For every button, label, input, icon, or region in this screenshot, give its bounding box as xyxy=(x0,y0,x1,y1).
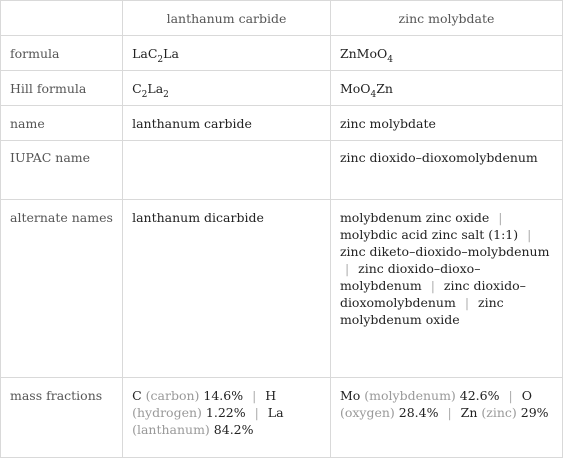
formula-cell xyxy=(330,71,562,106)
row-label: name xyxy=(1,106,123,141)
element-name: (oxygen) xyxy=(339,405,395,420)
separator: | xyxy=(447,405,452,420)
name-cell: lanthanum carbide xyxy=(123,106,331,141)
formula-subscript: 2 xyxy=(157,54,164,65)
alternate-name: zinc diketo–dioxido–molybdenum xyxy=(339,244,550,259)
formula-cell xyxy=(123,71,331,106)
formula-text: La xyxy=(163,45,179,61)
row-formula xyxy=(1,36,563,71)
alt-names-cell xyxy=(123,200,331,378)
element-symbol: C xyxy=(132,388,142,403)
header-zinc-molybdate: zinc molybdate xyxy=(330,1,562,36)
row-mass-fractions xyxy=(1,378,563,458)
separator: | xyxy=(508,388,513,403)
formula-text: La xyxy=(147,80,164,96)
formula-subscript: 4 xyxy=(370,89,377,100)
iupac-cell xyxy=(123,141,331,200)
row-label: mass fractions xyxy=(1,378,123,458)
row-label: formula xyxy=(1,36,123,71)
element-name: (hydrogen) xyxy=(132,405,202,420)
element-symbol: H xyxy=(265,388,277,403)
header-lanthanum-carbide: lanthanum carbide xyxy=(123,1,331,36)
row-label: IUPAC name xyxy=(1,141,123,200)
mass-cell xyxy=(330,378,562,458)
header-row xyxy=(1,1,563,36)
alternate-name: molybdenum zinc oxide xyxy=(339,210,490,225)
row-alternate-names xyxy=(1,200,563,378)
alternate-name: zinc molybdenum oxide xyxy=(339,295,504,327)
header-empty-cell xyxy=(1,1,123,36)
separator: | xyxy=(252,388,257,403)
element-name: (molybdenum) xyxy=(364,388,456,403)
element-symbol: La xyxy=(267,405,284,420)
element-name: (carbon) xyxy=(145,388,200,403)
formula-subscript: 2 xyxy=(141,89,148,100)
separator: | xyxy=(254,405,259,420)
formula-text: ZnMoO xyxy=(339,45,388,61)
formula-text: MoO xyxy=(339,80,371,96)
element-name: (lanthanum) xyxy=(132,422,210,437)
separator: | xyxy=(527,227,532,242)
mass-percent: 28.4% xyxy=(398,405,439,420)
mass-percent: 14.6% xyxy=(203,388,244,403)
name-cell: zinc molybdate xyxy=(330,106,562,141)
row-label: Hill formula xyxy=(1,71,123,106)
separator: | xyxy=(344,261,350,276)
mass-percent: 29% xyxy=(520,405,549,420)
element-symbol: Mo xyxy=(339,388,361,403)
mass-percent: 42.6% xyxy=(459,388,500,403)
row-hill-formula xyxy=(1,71,563,106)
formula-cell xyxy=(123,36,331,71)
mass-percent: 84.2% xyxy=(213,422,254,437)
element-symbol: O xyxy=(521,388,532,403)
formula-text: LaC xyxy=(132,45,158,61)
alternate-name: zinc dioxido–dioxo–molybdenum xyxy=(339,261,481,293)
row-name xyxy=(1,106,563,141)
formula-text: C xyxy=(132,80,142,96)
alternate-name: zinc dioxido–dioxomolybdenum xyxy=(339,278,526,310)
iupac-cell: zinc dioxido–dioxomolybdenum xyxy=(330,141,562,200)
element-symbol: Zn xyxy=(460,405,478,420)
formula-subscript: 2 xyxy=(163,89,169,100)
element-name: (zinc) xyxy=(481,405,517,420)
mass-cell xyxy=(123,378,331,458)
formula-text: Zn xyxy=(376,80,393,96)
separator: | xyxy=(498,210,503,225)
separator: | xyxy=(430,278,435,293)
alternate-name: molybdic acid zinc salt (1:1) xyxy=(339,227,519,242)
row-iupac-name xyxy=(1,141,563,200)
formula-cell xyxy=(330,36,562,71)
row-label: alternate names xyxy=(1,200,123,378)
alt-names-cell xyxy=(330,200,562,378)
separator: | xyxy=(464,295,470,310)
formula-subscript: 4 xyxy=(387,54,393,65)
alternate-name: lanthanum dicarbide xyxy=(132,210,264,225)
mass-percent: 1.22% xyxy=(205,405,246,420)
